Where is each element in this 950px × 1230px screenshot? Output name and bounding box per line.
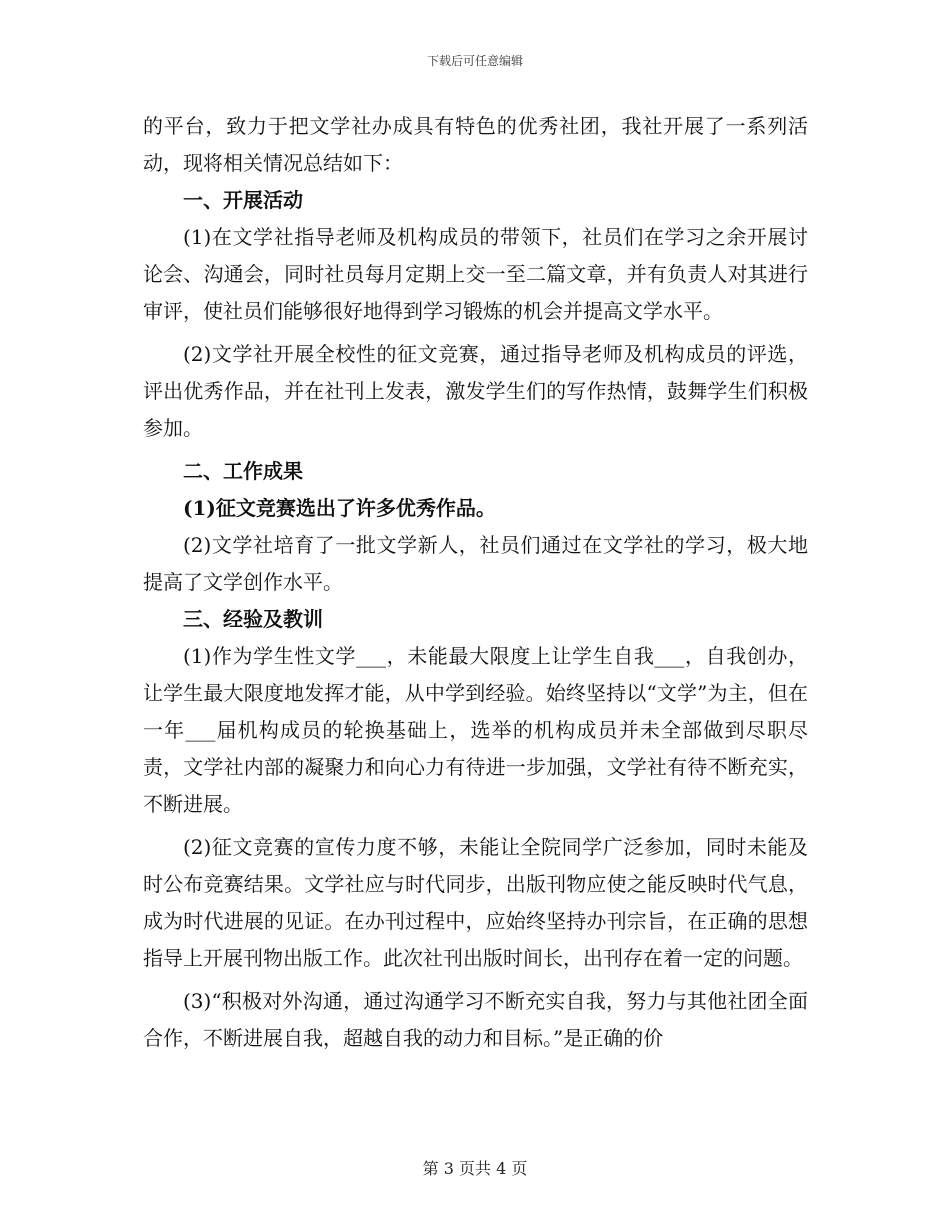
paragraph-activity-2: (2)文学社开展全校性的征文竞赛，通过指导老师及机构成员的评选，评出优秀作品，并在社刊上发表，激发学生们的写作热情，鼓舞学生们积极参加。	[143, 342, 808, 440]
section-heading-lessons: 三、经验及教训	[183, 607, 323, 631]
paragraph-lesson-2: (2)征文竞赛的宣传力度不够，未能让全院同学广泛参加，同时未能及时公布竞赛结果。文学社应与时代同步，出版刊物应使之能反映时代气息，成为时代进展的见证。在办刊过程中，应始终坚持办刊宗旨，在正确的思想指导上开展刊物出版工作。此次社刊出版时间长，出刊存在着一定的问题。	[143, 835, 808, 970]
section-heading-results: 二、工作成果	[183, 459, 303, 483]
paragraph-lesson-1: (1)作为学生性文学___，未能最大限度上让学生自我___，自我创办，让学生最大限度地发挥才能，从中学到经验。始终坚持以“文学”为主，但在一年___届机构成员的轮换基础上，选举的机构成员并未全部做到尽职尽责，文学社内部的凝聚力和向心力有待进一步加强，文学社有待不断充实，不断进展。	[143, 644, 808, 816]
page-header: 下载后可任意编辑	[426, 54, 523, 68]
paragraph-activity-1: (1)在文学社指导老师及机构成员的带领下，社员们在学习之余开展讨论会、沟通会，同时社员每月定期上交一至二篇文章，并有负责人对其进行审评，使社员们能够很好地得到学习锻炼的机会并提高文学水平。	[143, 225, 808, 323]
paragraph-result-2: (2)文学社培育了一批文学新人，社员们通过在文学社的学习，极大地提高了文学创作水平。	[143, 533, 808, 594]
section-heading-activities: 一、开展活动	[183, 188, 303, 212]
document-body	[143, 108, 808, 1057]
paragraph-lesson-3: (3)“积极对外沟通，通过沟通学习不断充实自我，努力与其他社团全面合作，不断进展自我，超越自我的动力和目标。”是正确的价	[143, 989, 808, 1050]
paragraph-intro-continuation: 的平台，致力于把文学社办成具有特色的优秀社团，我社开展了一系列活动，现将相关情况总结如下：	[143, 114, 808, 175]
page-footer: 第 3 页共 4 页	[422, 1159, 528, 1178]
paragraph-result-1: (1)征文竞赛选出了许多优秀作品。	[183, 496, 496, 520]
